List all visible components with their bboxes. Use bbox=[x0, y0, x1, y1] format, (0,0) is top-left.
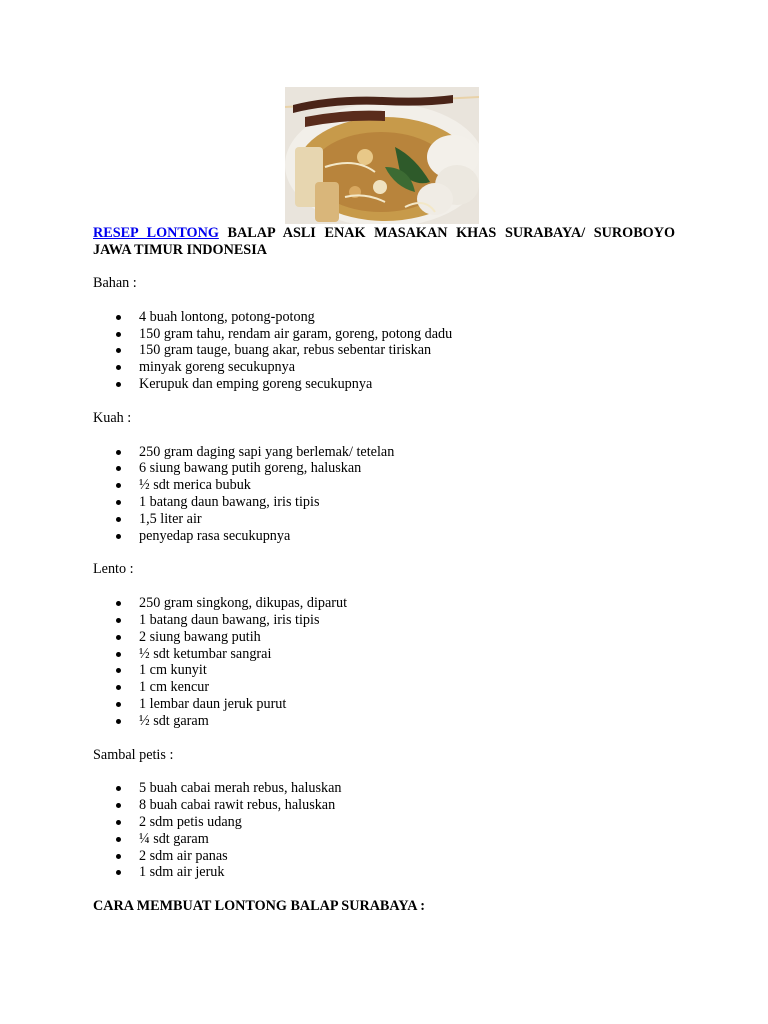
bullet-icon bbox=[116, 803, 121, 808]
recipe-title bbox=[93, 224, 675, 258]
list-item: 1 cm kunyit bbox=[93, 662, 675, 679]
section-lento bbox=[93, 561, 675, 729]
ingredient-list bbox=[93, 780, 675, 881]
list-item: minyak goreng secukupnya bbox=[93, 359, 675, 376]
list-item: 2 sdm air panas bbox=[93, 848, 675, 865]
list-item: ½ sdt garam bbox=[93, 713, 675, 730]
food-photo bbox=[285, 87, 479, 224]
bullet-icon bbox=[116, 315, 121, 320]
list-item: 6 siung bawang putih goreng, haluskan bbox=[93, 460, 675, 477]
list-item: ¼ sdt garam bbox=[93, 831, 675, 848]
section-label: Sambal petis : bbox=[93, 746, 174, 763]
list-item: ½ sdt merica bubuk bbox=[93, 477, 675, 494]
list-item: 2 sdm petis udang bbox=[93, 814, 675, 831]
bullet-icon bbox=[116, 618, 121, 623]
list-item: Kerupuk dan emping goreng secukupnya bbox=[93, 376, 675, 393]
list-item: 1 lembar daun jeruk purut bbox=[93, 696, 675, 713]
bullet-icon bbox=[116, 517, 121, 522]
section-bahan bbox=[93, 275, 675, 393]
section-sambal-petis bbox=[93, 747, 675, 882]
section-label: Kuah : bbox=[93, 409, 132, 426]
bullet-icon bbox=[116, 332, 121, 337]
bullet-icon bbox=[116, 483, 121, 488]
lontong-balap-image bbox=[285, 87, 479, 224]
list-item: 150 gram tahu, rendam air garam, goreng, potong dadu bbox=[93, 326, 675, 343]
list-item: 1,5 liter air bbox=[93, 511, 675, 528]
section-kuah bbox=[93, 410, 675, 545]
bullet-icon bbox=[116, 466, 121, 471]
bullet-icon bbox=[116, 534, 121, 539]
document-page bbox=[93, 87, 675, 915]
bullet-icon bbox=[116, 854, 121, 859]
recipe-title-rest: BALAP ASLI ENAK MASAKAN KHAS SURABAYA/ SUROBOYO JAWA TIMUR INDONESIA bbox=[93, 225, 675, 258]
bullet-icon bbox=[116, 365, 121, 370]
bullet-icon bbox=[116, 450, 121, 455]
list-item: 4 buah lontong, potong-potong bbox=[93, 309, 675, 326]
bullet-icon bbox=[116, 685, 121, 690]
ingredient-list bbox=[93, 595, 675, 729]
list-item: 8 buah cabai rawit rebus, haluskan bbox=[93, 797, 675, 814]
ingredient-list bbox=[93, 309, 675, 393]
list-item: 1 batang daun bawang, iris tipis bbox=[93, 494, 675, 511]
bullet-icon bbox=[116, 652, 121, 657]
bullet-icon bbox=[116, 348, 121, 353]
bullet-icon bbox=[116, 500, 121, 505]
bullet-icon bbox=[116, 668, 121, 673]
ingredient-list bbox=[93, 444, 675, 545]
bullet-icon bbox=[116, 601, 121, 606]
list-item: penyedap rasa secukupnya bbox=[93, 528, 675, 545]
bullet-icon bbox=[116, 635, 121, 640]
list-item: 1 batang daun bawang, iris tipis bbox=[93, 612, 675, 629]
bullet-icon bbox=[116, 719, 121, 724]
recipe-title-link[interactable]: RESEP LONTONG bbox=[93, 225, 219, 241]
section-label: Lento : bbox=[93, 561, 134, 578]
list-item: 250 gram daging sapi yang berlemak/ tetelan bbox=[93, 444, 675, 461]
bullet-icon bbox=[116, 820, 121, 825]
bullet-icon bbox=[116, 786, 121, 791]
bullet-icon bbox=[116, 702, 121, 707]
list-item: 2 siung bawang putih bbox=[93, 629, 675, 646]
bullet-icon bbox=[116, 870, 121, 875]
list-item: 1 cm kencur bbox=[93, 679, 675, 696]
list-item: 150 gram tauge, buang akar, rebus sebentar tiriskan bbox=[93, 342, 675, 359]
list-item: 1 sdm air jeruk bbox=[93, 864, 675, 881]
list-item: 5 buah cabai merah rebus, haluskan bbox=[93, 780, 675, 797]
list-item: ½ sdt ketumbar sangrai bbox=[93, 646, 675, 663]
list-item: 250 gram singkong, dikupas, diparut bbox=[93, 595, 675, 612]
section-label: Bahan : bbox=[93, 275, 137, 291]
bullet-icon bbox=[116, 837, 121, 842]
method-heading: CARA MEMBUAT LONTONG BALAP SURABAYA : bbox=[93, 898, 426, 915]
bullet-icon bbox=[116, 382, 121, 387]
